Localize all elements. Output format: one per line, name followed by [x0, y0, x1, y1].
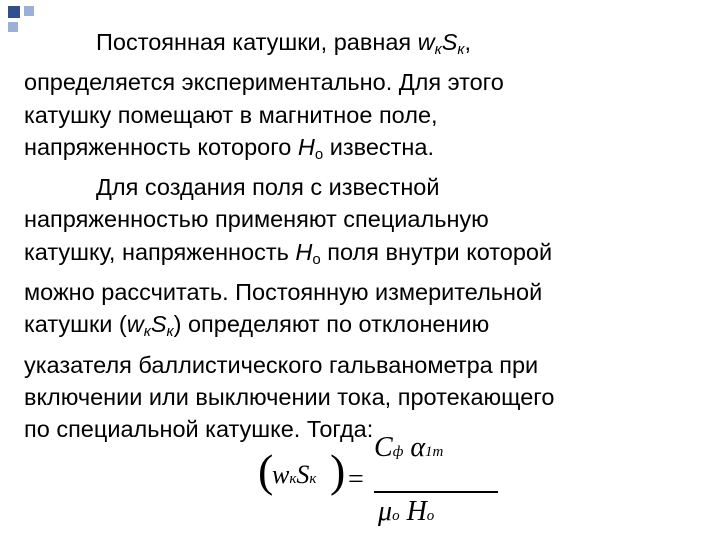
formula-c-subscript: ф: [392, 444, 404, 460]
formula-mu-subscript: o: [392, 508, 400, 524]
formula-alpha: α: [410, 432, 426, 463]
text-run: ,: [464, 29, 472, 55]
formula-equals: =: [348, 464, 364, 495]
symbol-w: w: [126, 311, 144, 338]
text-run: катушку, напряженность: [24, 238, 296, 265]
fraction-bar: [374, 491, 498, 493]
formula-h: H: [406, 496, 427, 527]
subscript-k: к: [457, 41, 465, 58]
paragraph-line: [24, 131, 704, 171]
paragraph-line: по специальной катушке. Тогда:: [24, 416, 374, 443]
text-run: Постоянная катушки, равная: [96, 29, 418, 55]
symbol-h: H: [295, 238, 313, 265]
formula-numerator: [374, 432, 443, 464]
paragraph-line: [24, 26, 704, 66]
subscript-o: o: [314, 145, 324, 163]
text-run: поля внутри которой: [320, 238, 553, 265]
symbol-s: S: [150, 311, 167, 338]
text-run: известна.: [323, 133, 435, 160]
formula-right-paren: ): [330, 445, 346, 496]
paragraph-line: включении или выключении тока, протекающего: [24, 383, 555, 410]
text-run: катушки (: [24, 311, 127, 338]
symbol-h: H: [297, 133, 315, 160]
subscript-k: к: [166, 323, 174, 341]
formula-lhs: [272, 460, 316, 490]
formula-h-subscript: o: [426, 508, 435, 524]
paragraph-line: Для создания поля с известной: [96, 174, 440, 201]
formula-s-subscript: к: [309, 471, 317, 487]
subscript-k: к: [143, 323, 151, 341]
formula-alpha-subscript: 1m: [425, 444, 444, 460]
text-run: напряженность которого: [24, 133, 298, 160]
formula-w: w: [272, 460, 290, 489]
formula-denominator: [378, 496, 434, 528]
paragraph-line: определяется экспериментально. Для этого: [24, 69, 504, 96]
paragraph-line: можно рассчитать. Постоянную измерительной: [24, 279, 543, 306]
text-run: ) определяют по отклонению: [173, 311, 490, 338]
body-text: [24, 26, 704, 446]
formula-s: S: [296, 460, 310, 489]
formula: [258, 432, 498, 532]
paragraph-line: катушку помещают в магнитное поле,: [24, 101, 438, 128]
formula-left-paren: (: [258, 445, 274, 496]
paragraph-line: [24, 236, 704, 276]
subscript-o: o: [312, 250, 321, 268]
formula-c: C: [374, 432, 393, 463]
formula-w-subscript: к: [289, 471, 297, 487]
formula-mu: μ: [378, 496, 393, 527]
paragraph-line: напряженностью применяют специальную: [24, 206, 489, 233]
symbol-s: S: [441, 29, 458, 55]
subscript-k: к: [434, 41, 442, 58]
paragraph-line: указателя баллистического гальванометра при: [24, 351, 539, 378]
paragraph-line: [24, 308, 704, 348]
symbol-w: w: [417, 29, 435, 55]
